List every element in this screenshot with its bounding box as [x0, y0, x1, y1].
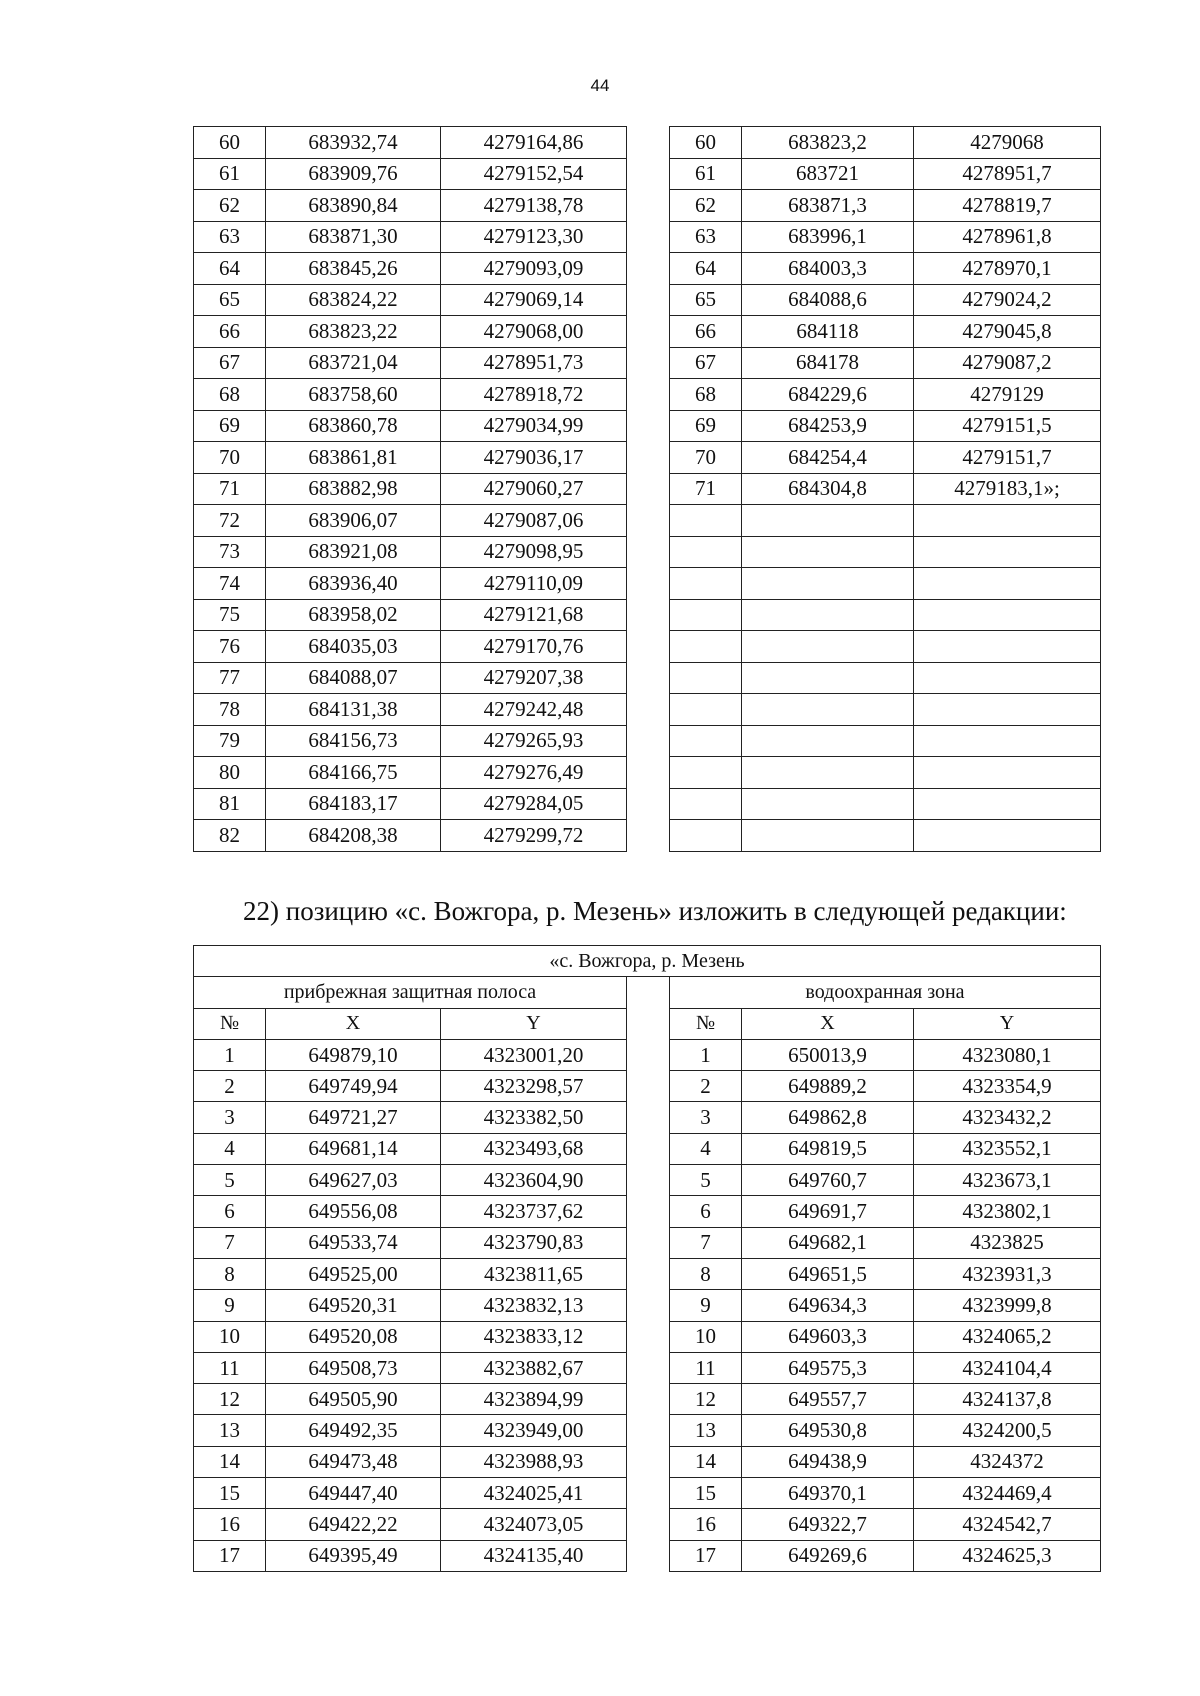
- x-coordinate-cell: 649492,35: [266, 1415, 441, 1446]
- y-coordinate-cell: 4279068,00: [441, 316, 627, 348]
- x-coordinate-cell: 683936,40: [266, 568, 441, 600]
- point-number-cell: 14: [194, 1446, 266, 1477]
- x-coordinate-cell: 649575,3: [742, 1352, 914, 1383]
- column-gap: [627, 977, 670, 1040]
- x-coordinate-cell: 684088,6: [742, 284, 914, 316]
- x-coordinate-cell: [742, 820, 914, 852]
- x-coordinate-cell: 649269,6: [742, 1540, 914, 1571]
- y-coordinate-cell: 4279034,99: [441, 410, 627, 442]
- y-coordinate-cell: [914, 694, 1101, 726]
- y-coordinate-cell: 4323673,1: [914, 1165, 1101, 1196]
- y-coordinate-cell: 4323802,1: [914, 1196, 1101, 1227]
- point-number-cell: 62: [670, 190, 742, 222]
- x-coordinate-cell: 684166,75: [266, 757, 441, 789]
- x-coordinate-cell: 649603,3: [742, 1321, 914, 1352]
- point-number-cell: 77: [194, 662, 266, 694]
- x-coordinate-cell: [742, 694, 914, 726]
- y-coordinate-cell: 4278819,7: [914, 190, 1101, 222]
- y-coordinate-cell: [914, 568, 1101, 600]
- table-row: [194, 1039, 1101, 1070]
- point-number-cell: 14: [670, 1446, 742, 1477]
- point-number-cell: 13: [670, 1415, 742, 1446]
- x-coordinate-cell: 649749,94: [266, 1071, 441, 1102]
- point-number-cell: [670, 599, 742, 631]
- x-coordinate-cell: [742, 599, 914, 631]
- point-number-cell: 71: [670, 473, 742, 505]
- y-coordinate-cell: 4323882,67: [441, 1352, 627, 1383]
- point-number-cell: 60: [194, 127, 266, 159]
- coordinates-table-continued: [193, 126, 1101, 852]
- y-coordinate-cell: 4279152,54: [441, 158, 627, 190]
- point-number-cell: 12: [670, 1384, 742, 1415]
- x-coordinate-cell: 683909,76: [266, 158, 441, 190]
- x-coordinate-cell: 649505,90: [266, 1384, 441, 1415]
- x-coordinate-cell: [742, 505, 914, 537]
- point-number-cell: [670, 757, 742, 789]
- x-coordinate-cell: 649447,40: [266, 1478, 441, 1509]
- y-coordinate-cell: 4323604,90: [441, 1165, 627, 1196]
- y-coordinate-cell: 4278918,72: [441, 379, 627, 411]
- y-coordinate-cell: [914, 757, 1101, 789]
- point-number-cell: 69: [670, 410, 742, 442]
- zone-header-row: [194, 977, 1101, 1008]
- point-number-cell: 4: [194, 1133, 266, 1164]
- point-number-cell: 10: [194, 1321, 266, 1352]
- x-coordinate-cell: 684229,6: [742, 379, 914, 411]
- y-coordinate-cell: 4323988,93: [441, 1446, 627, 1477]
- x-coordinate-cell: 683906,07: [266, 505, 441, 537]
- point-number-cell: 8: [194, 1258, 266, 1289]
- point-number-cell: 6: [670, 1196, 742, 1227]
- point-number-cell: 67: [194, 347, 266, 379]
- y-coordinate-cell: 4323001,20: [441, 1039, 627, 1070]
- point-number-cell: 4: [670, 1133, 742, 1164]
- x-coordinate-cell: 650013,9: [742, 1039, 914, 1070]
- y-coordinate-cell: 4323298,57: [441, 1071, 627, 1102]
- y-coordinate-cell: 4279098,95: [441, 536, 627, 568]
- y-coordinate-cell: 4279045,8: [914, 316, 1101, 348]
- point-number-cell: 1: [670, 1039, 742, 1070]
- y-coordinate-cell: [914, 662, 1101, 694]
- section-heading: 22) позицию «с. Вожгора, р. Мезень» изложить в следующей редакции:: [243, 896, 1067, 926]
- y-coordinate-cell: 4279242,48: [441, 694, 627, 726]
- x-coordinate-cell: 649322,7: [742, 1509, 914, 1540]
- water-zone-header: водоохранная зона: [670, 977, 1101, 1008]
- point-number-cell: 71: [194, 473, 266, 505]
- x-coordinate-cell: 684304,8: [742, 473, 914, 505]
- point-number-cell: [670, 820, 742, 852]
- y-coordinate-cell: 4323493,68: [441, 1133, 627, 1164]
- x-coordinate-cell: 649438,9: [742, 1446, 914, 1477]
- point-number-cell: 5: [194, 1165, 266, 1196]
- y-coordinate-cell: [914, 599, 1101, 631]
- x-coordinate-cell: 649682,1: [742, 1227, 914, 1258]
- y-coordinate-cell: 4279138,78: [441, 190, 627, 222]
- x-coordinate-cell: 649520,31: [266, 1290, 441, 1321]
- point-number-cell: 68: [194, 379, 266, 411]
- column-gap: [627, 1039, 670, 1571]
- point-number-cell: 2: [194, 1071, 266, 1102]
- point-number-cell: 13: [194, 1415, 266, 1446]
- x-coordinate-cell: 649721,27: [266, 1102, 441, 1133]
- point-number-cell: 66: [194, 316, 266, 348]
- x-coordinate-cell: 649862,8: [742, 1102, 914, 1133]
- y-coordinate-cell: 4279087,2: [914, 347, 1101, 379]
- y-coordinate-cell: 4323737,62: [441, 1196, 627, 1227]
- y-coordinate-cell: 4279123,30: [441, 221, 627, 253]
- point-number-cell: [670, 662, 742, 694]
- x-coordinate-cell: 683845,26: [266, 253, 441, 285]
- y-coordinate-cell: [914, 820, 1101, 852]
- point-number-cell: [670, 788, 742, 820]
- x-coordinate-cell: [742, 662, 914, 694]
- y-coordinate-cell: 4323790,83: [441, 1227, 627, 1258]
- y-coordinate-cell: 4278970,1: [914, 253, 1101, 285]
- point-number-cell: 64: [194, 253, 266, 285]
- y-coordinate-cell: 4278951,73: [441, 347, 627, 379]
- point-number-cell: [670, 725, 742, 757]
- y-coordinate-cell: [914, 505, 1101, 537]
- x-coordinate-cell: 649508,73: [266, 1352, 441, 1383]
- y-coordinate-cell: 4323832,13: [441, 1290, 627, 1321]
- point-number-cell: [670, 694, 742, 726]
- x-coordinate-cell: 684253,9: [742, 410, 914, 442]
- y-coordinate-cell: 4279024,2: [914, 284, 1101, 316]
- point-number-cell: 65: [670, 284, 742, 316]
- x-coordinate-cell: 649651,5: [742, 1258, 914, 1289]
- y-coordinate-cell: 4324104,4: [914, 1352, 1101, 1383]
- column-gap: [627, 127, 670, 852]
- x-coordinate-cell: 649681,14: [266, 1133, 441, 1164]
- table-row: [194, 127, 1101, 159]
- y-coordinate-cell: 4324469,4: [914, 1478, 1101, 1509]
- point-number-cell: 79: [194, 725, 266, 757]
- x-coordinate-cell: 649691,7: [742, 1196, 914, 1227]
- x-coordinate-cell: 649557,7: [742, 1384, 914, 1415]
- point-number-cell: 73: [194, 536, 266, 568]
- vozhgora-coordinates-table: [193, 945, 1101, 1572]
- x-coordinate-cell: 683921,08: [266, 536, 441, 568]
- point-number-cell: [670, 568, 742, 600]
- x-coordinate-cell: 683758,60: [266, 379, 441, 411]
- x-coordinate-cell: 649520,08: [266, 1321, 441, 1352]
- point-number-cell: [670, 505, 742, 537]
- point-number-cell: [670, 536, 742, 568]
- point-number-cell: 65: [194, 284, 266, 316]
- y-coordinate-cell: 4279068: [914, 127, 1101, 159]
- x-coordinate-cell: [742, 568, 914, 600]
- y-coordinate-cell: 4323833,12: [441, 1321, 627, 1352]
- x-coordinate-cell: 683871,3: [742, 190, 914, 222]
- point-number-cell: 15: [194, 1478, 266, 1509]
- point-number-cell: 11: [194, 1352, 266, 1383]
- x-coordinate-cell: 649819,5: [742, 1133, 914, 1164]
- point-number-cell: 69: [194, 410, 266, 442]
- point-number-cell: 76: [194, 631, 266, 663]
- y-coordinate-cell: 4279265,93: [441, 725, 627, 757]
- y-coordinate-cell: 4279129: [914, 379, 1101, 411]
- x-coordinate-cell: 684118: [742, 316, 914, 348]
- y-coordinate-cell: 4324025,41: [441, 1478, 627, 1509]
- point-number-cell: 1: [194, 1039, 266, 1070]
- x-coordinate-cell: 649395,49: [266, 1540, 441, 1571]
- point-number-cell: 82: [194, 820, 266, 852]
- point-number-cell: 81: [194, 788, 266, 820]
- point-number-cell: 75: [194, 599, 266, 631]
- point-number-cell: 63: [670, 221, 742, 253]
- y-coordinate-cell: 4324137,8: [914, 1384, 1101, 1415]
- x-coordinate-cell: [742, 757, 914, 789]
- y-coordinate-cell: 4323825: [914, 1227, 1101, 1258]
- y-coordinate-cell: 4323354,9: [914, 1071, 1101, 1102]
- point-number-cell: 74: [194, 568, 266, 600]
- y-coordinate-cell: 4279121,68: [441, 599, 627, 631]
- x-coordinate-cell: 649760,7: [742, 1165, 914, 1196]
- x-coordinate-cell: [742, 725, 914, 757]
- y-coordinate-cell: 4323999,8: [914, 1290, 1101, 1321]
- x-coordinate-cell: 649889,2: [742, 1071, 914, 1102]
- point-number-cell: 70: [670, 442, 742, 474]
- y-coordinate-cell: 4323432,2: [914, 1102, 1101, 1133]
- x-coordinate-cell: [742, 631, 914, 663]
- point-number-cell: 10: [670, 1321, 742, 1352]
- point-number-cell: 67: [670, 347, 742, 379]
- point-number-cell: 68: [670, 379, 742, 411]
- x-coordinate-cell: 684178: [742, 347, 914, 379]
- x-coordinate-cell: 683824,22: [266, 284, 441, 316]
- point-number-cell: 7: [670, 1227, 742, 1258]
- y-coordinate-cell: 4279060,27: [441, 473, 627, 505]
- point-number-cell: 2: [670, 1071, 742, 1102]
- x-coordinate-cell: 683823,2: [742, 127, 914, 159]
- point-number-cell: 16: [670, 1509, 742, 1540]
- y-coordinate-cell: 4279087,06: [441, 505, 627, 537]
- y-coordinate-cell: 4279036,17: [441, 442, 627, 474]
- table-title-row: [194, 946, 1101, 977]
- y-coordinate-cell: 4279299,72: [441, 820, 627, 852]
- point-number-cell: 17: [670, 1540, 742, 1571]
- x-coordinate-cell: 649473,48: [266, 1446, 441, 1477]
- point-number-cell: 3: [194, 1102, 266, 1133]
- x-coordinate-cell: 649370,1: [742, 1478, 914, 1509]
- point-number-cell: 66: [670, 316, 742, 348]
- point-number-cell: 15: [670, 1478, 742, 1509]
- x-coordinate-cell: 684183,17: [266, 788, 441, 820]
- x-coordinate-cell: 684003,3: [742, 253, 914, 285]
- y-coordinate-cell: [914, 725, 1101, 757]
- point-number-cell: 3: [670, 1102, 742, 1133]
- table-title: «с. Вожгора, р. Мезень: [194, 946, 1101, 977]
- point-number-cell: 61: [670, 158, 742, 190]
- y-coordinate-cell: 4279069,14: [441, 284, 627, 316]
- y-coordinate-cell: 4323949,00: [441, 1415, 627, 1446]
- point-number-cell: 9: [194, 1290, 266, 1321]
- point-number-cell: 80: [194, 757, 266, 789]
- point-number-cell: 61: [194, 158, 266, 190]
- x-coordinate-cell: 649533,74: [266, 1227, 441, 1258]
- x-coordinate-cell: 684208,38: [266, 820, 441, 852]
- y-coordinate-cell: 4323382,50: [441, 1102, 627, 1133]
- x-coordinate-cell: 649556,08: [266, 1196, 441, 1227]
- x-coordinate-cell: [742, 788, 914, 820]
- col-header-x: X: [742, 1008, 914, 1039]
- y-coordinate-cell: 4279276,49: [441, 757, 627, 789]
- y-coordinate-cell: 4323080,1: [914, 1039, 1101, 1070]
- y-coordinate-cell: 4324200,5: [914, 1415, 1101, 1446]
- y-coordinate-cell: [914, 788, 1101, 820]
- x-coordinate-cell: 649634,3: [742, 1290, 914, 1321]
- x-coordinate-cell: 649422,22: [266, 1509, 441, 1540]
- y-coordinate-cell: 4278961,8: [914, 221, 1101, 253]
- x-coordinate-cell: 683721,04: [266, 347, 441, 379]
- y-coordinate-cell: [914, 536, 1101, 568]
- point-number-cell: 60: [670, 127, 742, 159]
- x-coordinate-cell: 684156,73: [266, 725, 441, 757]
- x-coordinate-cell: 684035,03: [266, 631, 441, 663]
- y-coordinate-cell: 4324065,2: [914, 1321, 1101, 1352]
- y-coordinate-cell: 4324135,40: [441, 1540, 627, 1571]
- x-coordinate-cell: 684088,07: [266, 662, 441, 694]
- x-coordinate-cell: 649627,03: [266, 1165, 441, 1196]
- point-number-cell: 62: [194, 190, 266, 222]
- x-coordinate-cell: 683823,22: [266, 316, 441, 348]
- y-coordinate-cell: 4324073,05: [441, 1509, 627, 1540]
- point-number-cell: 11: [670, 1352, 742, 1383]
- col-header-y: Y: [441, 1008, 627, 1039]
- point-number-cell: 78: [194, 694, 266, 726]
- x-coordinate-cell: 683996,1: [742, 221, 914, 253]
- y-coordinate-cell: 4324542,7: [914, 1509, 1101, 1540]
- x-coordinate-cell: 649525,00: [266, 1258, 441, 1289]
- x-coordinate-cell: [742, 536, 914, 568]
- point-number-cell: [670, 631, 742, 663]
- x-coordinate-cell: 683958,02: [266, 599, 441, 631]
- y-coordinate-cell: 4323811,65: [441, 1258, 627, 1289]
- y-coordinate-cell: 4279170,76: [441, 631, 627, 663]
- y-coordinate-cell: 4279093,09: [441, 253, 627, 285]
- y-coordinate-cell: 4324372: [914, 1446, 1101, 1477]
- y-coordinate-cell: 4279151,5: [914, 410, 1101, 442]
- col-header-no: №: [194, 1008, 266, 1039]
- y-coordinate-cell: 4279151,7: [914, 442, 1101, 474]
- y-coordinate-cell: 4279110,09: [441, 568, 627, 600]
- x-coordinate-cell: 683890,84: [266, 190, 441, 222]
- point-number-cell: 63: [194, 221, 266, 253]
- y-coordinate-cell: 4279207,38: [441, 662, 627, 694]
- x-coordinate-cell: 683860,78: [266, 410, 441, 442]
- col-header-no: №: [670, 1008, 742, 1039]
- point-number-cell: 5: [670, 1165, 742, 1196]
- y-coordinate-cell: 4323894,99: [441, 1384, 627, 1415]
- x-coordinate-cell: 649879,10: [266, 1039, 441, 1070]
- y-coordinate-cell: 4323552,1: [914, 1133, 1101, 1164]
- point-number-cell: 72: [194, 505, 266, 537]
- point-number-cell: 6: [194, 1196, 266, 1227]
- page-number: 44: [590, 76, 610, 95]
- point-number-cell: 12: [194, 1384, 266, 1415]
- y-coordinate-cell: 4323931,3: [914, 1258, 1101, 1289]
- point-number-cell: 16: [194, 1509, 266, 1540]
- x-coordinate-cell: 683871,30: [266, 221, 441, 253]
- point-number-cell: 17: [194, 1540, 266, 1571]
- y-coordinate-cell: 4278951,7: [914, 158, 1101, 190]
- x-coordinate-cell: 683932,74: [266, 127, 441, 159]
- y-coordinate-cell: 4279164,86: [441, 127, 627, 159]
- coastal-strip-header: прибрежная защитная полоса: [194, 977, 627, 1008]
- x-coordinate-cell: 683721: [742, 158, 914, 190]
- y-coordinate-cell: 4324625,3: [914, 1540, 1101, 1571]
- col-header-y: Y: [914, 1008, 1101, 1039]
- point-number-cell: 8: [670, 1258, 742, 1289]
- point-number-cell: 70: [194, 442, 266, 474]
- x-coordinate-cell: 683861,81: [266, 442, 441, 474]
- x-coordinate-cell: 684131,38: [266, 694, 441, 726]
- y-coordinate-cell: [914, 631, 1101, 663]
- y-coordinate-cell: 4279284,05: [441, 788, 627, 820]
- point-number-cell: 9: [670, 1290, 742, 1321]
- x-coordinate-cell: 683882,98: [266, 473, 441, 505]
- x-coordinate-cell: 684254,4: [742, 442, 914, 474]
- col-header-x: X: [266, 1008, 441, 1039]
- point-number-cell: 7: [194, 1227, 266, 1258]
- x-coordinate-cell: 649530,8: [742, 1415, 914, 1446]
- point-number-cell: 64: [670, 253, 742, 285]
- y-coordinate-cell: 4279183,1»;: [914, 473, 1101, 505]
